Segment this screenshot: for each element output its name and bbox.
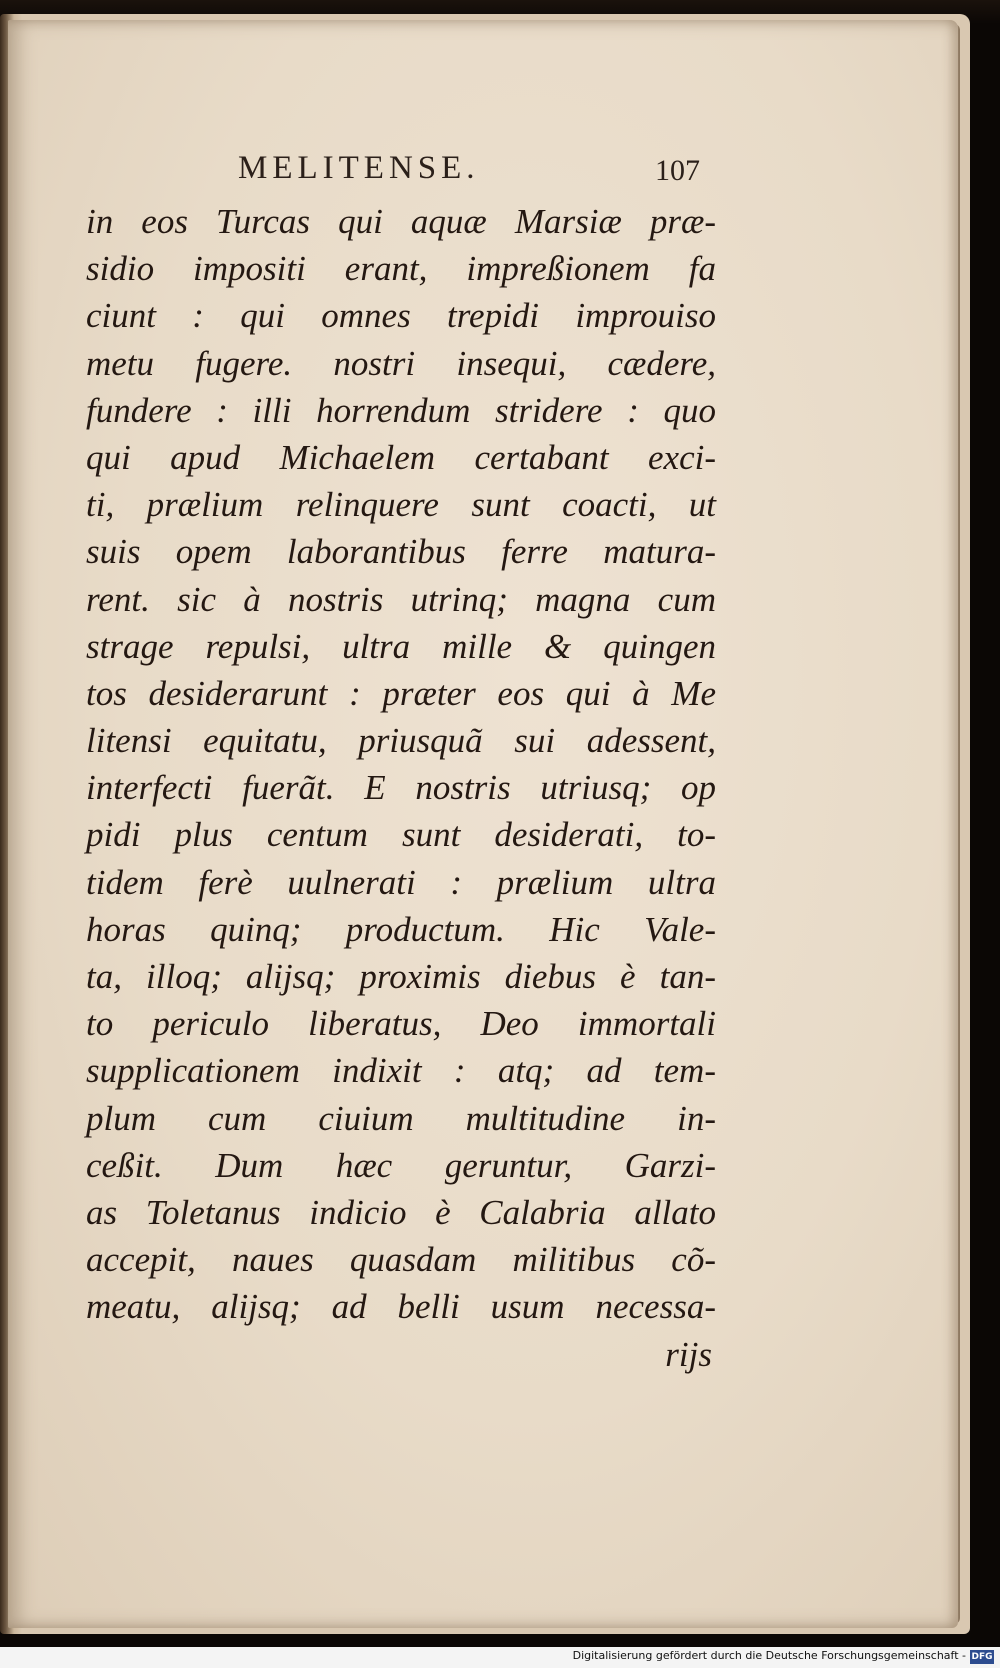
text-line: strage repulsi, ultra mille & quingen (86, 626, 716, 666)
body-text (86, 198, 716, 1378)
text-line: accepit, naues quasdam militibus cõ- (86, 1240, 716, 1280)
text-line: ti, prælium relinquere sunt coacti, ut (86, 485, 716, 525)
text-line: tos desiderarunt : præter eos qui à Me (86, 673, 716, 713)
text-line: ta, illoq; alijsq; proximis diebus è tan- (86, 957, 716, 996)
text-line: metu fugere. nostri insequi, cædere, (86, 343, 716, 383)
text-line: as Toletanus indicio è Calabria allato (86, 1192, 716, 1232)
text-line: tidem ferè uulnerati : prælium ultra (86, 862, 716, 902)
text-line: interfecti fuerãt. E nostris utriusq; op (86, 768, 716, 808)
text-line: pidi plus centum sunt desiderati, to- (86, 815, 716, 855)
digitization-footer (0, 1647, 1000, 1668)
dfg-logo-icon: DFG (971, 1652, 993, 1662)
text-line: in eos Turcas qui aquæ Marsiæ præ- (86, 202, 716, 241)
text-line: supplicationem indixit : atq; ad tem- (86, 1051, 716, 1091)
text-line: horas quinq; productum. Hic Vale- (86, 909, 716, 949)
text-line: sidio impositi erant, impreßionem fa (86, 249, 716, 289)
catchword: rijs (665, 1334, 712, 1374)
text-line: ciunt : qui omnes trepidi improuiso (86, 296, 716, 336)
text-line: litensi equitatu, priusquã sui adessent, (86, 721, 716, 761)
text-line: to periculo liberatus, Deo immortali (86, 1004, 716, 1044)
text-line: rent. sic à nostris utrinq; magna cum (86, 579, 716, 619)
running-head-title: MELITENSE. (238, 150, 480, 186)
text-line: qui apud Michaelem certabant exci- (86, 437, 716, 477)
text-line: suis opem laborantibus ferre matura- (86, 532, 716, 572)
footer-credit: Digitalisierung gefördert durch die Deutsche Forschungsgemeinschaft - (572, 1649, 966, 1662)
page-number: 107 (655, 154, 700, 187)
running-head (0, 150, 1000, 196)
text-line: ceßit. Dum hæc geruntur, Garzi- (86, 1145, 716, 1185)
text-line: plum cum ciuium multitudine in- (86, 1098, 716, 1138)
text-line: fundere : illi horrendum stridere : quo (86, 390, 716, 430)
text-line: meatu, alijsq; ad belli usum necessa- (86, 1287, 716, 1327)
